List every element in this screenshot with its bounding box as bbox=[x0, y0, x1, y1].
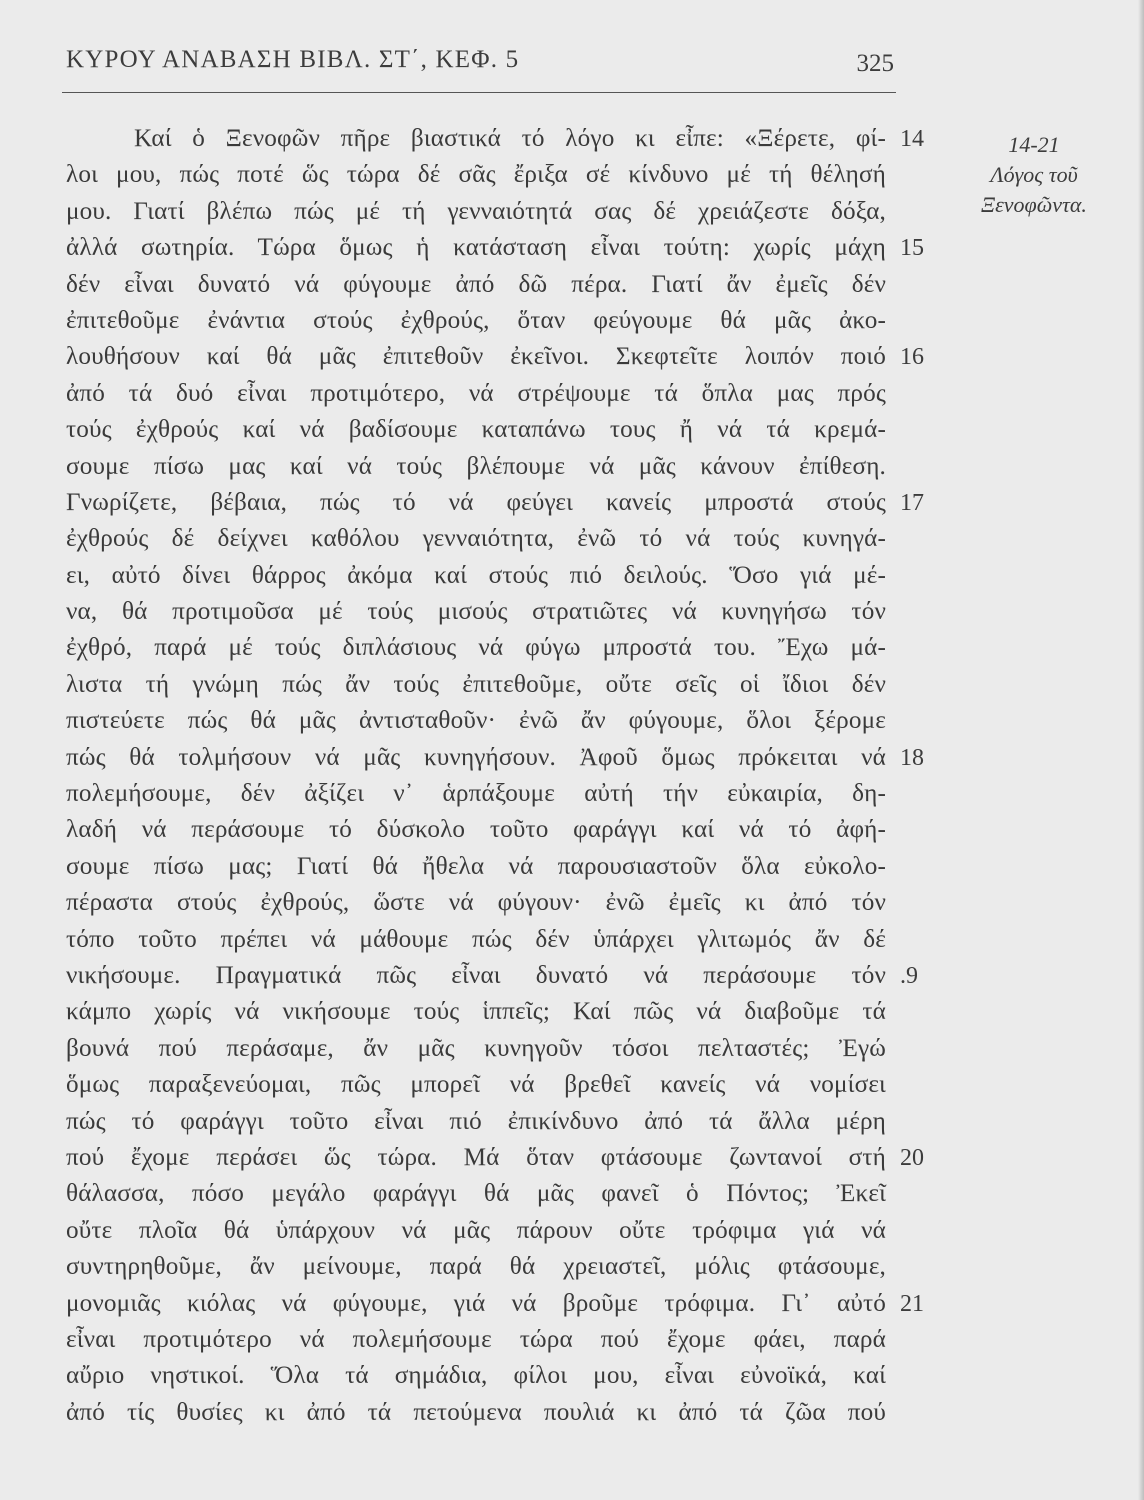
text-line: οὔτε πλοῖα θά ὑπάρχουν νά μᾶς πάρουν οὔτε τρόφιμα γιά νά bbox=[66, 1216, 886, 1244]
text-line: ἐχθρούς δέ δείχνει καθόλου γενναιότητα, ἐνῶ τό νά τούς κυνηγά- bbox=[66, 525, 886, 553]
text-line: βουνά πού περάσαμε, ἄν μᾶς κυνηγοῦν τόσοι πελταστές; Ἐγώ bbox=[66, 1034, 886, 1062]
text-line: πώς τό φαράγγι τοῦτο εἶναι πιό ἐπικίνδυνο ἀπό τά ἄλλα μέρη bbox=[66, 1107, 886, 1135]
section-number: .9 bbox=[900, 963, 918, 990]
margin-note-line1: Λόγος τοῦ bbox=[990, 162, 1078, 187]
text-line: λοι μου, πώς ποτέ ὥς τώρα δέ σᾶς ἔριξα σέ κίνδυνο μέ τή θέλησή bbox=[66, 161, 886, 189]
text-line: θάλασσα, πόσο μεγάλο φαράγγι θά μᾶς φανεῖ ὁ Πόντος; Ἐκεῖ bbox=[66, 1180, 886, 1208]
text-line: μονομιᾶς κιόλας νά φύγουμε, γιά νά βροῦμε τρόφιμα. Γι᾿ αὐτό bbox=[66, 1289, 886, 1317]
text-line: τόπο τοῦτο πρέπει νά μάθουμε πώς δέν ὑπάρχει γλιτωμός ἄν δέ bbox=[66, 925, 886, 953]
text-line: δέν εἶναι δυνατό νά φύγουμε ἀπό δῶ πέρα. Γιατί ἄν ἐμεῖς δέν bbox=[66, 270, 886, 298]
text-line: τούς ἐχθρούς καί νά βαδίσουμε καταπάνω τους ἤ νά τά κρεμά- bbox=[66, 416, 886, 444]
text-line: λουθήσουν καί θά μᾶς ἐπιτεθοῦν ἐκεῖνοι. Σκεφτεῖτε λοιπόν ποιό bbox=[66, 343, 886, 371]
text-line: Καί ὁ Ξενοφῶν πῆρε βιαστικά τό λόγο κι εἶπε: «Ξέρετε, φί- bbox=[134, 125, 886, 152]
page-edge-shadow bbox=[1138, 0, 1144, 1500]
section-number: 21 bbox=[900, 1290, 924, 1317]
margin-note bbox=[944, 130, 1124, 220]
text-line: ὅμως παραξενεύομαι, πῶς μπορεῖ νά βρεθεῖ κανείς νά νομίσει bbox=[66, 1071, 886, 1099]
page-number: 325 bbox=[856, 50, 894, 77]
text-line: ἀπό τίς θυσίες κι ἀπό τά πετούμενα πουλιά κι ἀπό τά ζῶα πού bbox=[66, 1398, 886, 1426]
text-line: ἀπό τά δυό εἶναι προτιμότερο, νά στρέψουμε τά ὅπλα μας πρός bbox=[66, 379, 886, 407]
text-line: πού ἔχομε περάσει ὥς τώρα. Μά ὅταν φτάσουμε ζωντανοί στή bbox=[66, 1143, 886, 1171]
section-number: 20 bbox=[900, 1145, 924, 1172]
text-line: Γνωρίζετε, βέβαια, πώς τό νά φεύγει κανείς μπροστά στούς bbox=[66, 488, 886, 516]
text-line: πολεμήσουμε, δέν ἀξίζει ν᾿ ἁρπάξουμε αὐτή τήν εὐκαιρία, δη- bbox=[66, 780, 886, 808]
body-text bbox=[66, 121, 886, 1431]
section-number: 16 bbox=[900, 344, 924, 371]
section-number: 14 bbox=[900, 126, 924, 152]
text-line: μου. Γιατί βλέπω πώς μέ τή γενναιότητά σας δέ χρειάζεστε δόξα, bbox=[66, 197, 886, 225]
text-line: σουμε πίσω μας καί νά τούς βλέπουμε νά μᾶς κάνουν ἐπίθεση. bbox=[66, 452, 886, 480]
running-head-title: ΚΥΡΟΥ ΑΝΑΒΑΣΗ ΒΙΒΛ. ΣΤ΄, ΚΕΦ. 5 bbox=[66, 46, 520, 73]
text-line: κάμπο χωρίς νά νικήσουμε τούς ἱππεῖς; Καί πῶς νά διαβοῦμε τά bbox=[66, 998, 886, 1026]
text-line: λιστα τή γνώμη πώς ἄν τούς ἐπιτεθοῦμε, οὔτε σεῖς οἱ ἴδιοι δέν bbox=[66, 670, 886, 698]
text-line: εἶναι προτιμότερο νά πολεμήσουμε τώρα πού ἔχομε φάει, παρά bbox=[66, 1325, 886, 1353]
header-rule bbox=[62, 92, 896, 93]
section-number: 15 bbox=[900, 235, 924, 262]
text-line: πέραστα στούς ἐχθρούς, ὥστε νά φύγουν· ἐνῶ ἐμεῖς κι ἀπό τόν bbox=[66, 889, 886, 917]
text-line: αὔριο νηστικοί. Ὅλα τά σημάδια, φίλοι μου, εἶναι εὐνοϊκά, καί bbox=[66, 1362, 886, 1390]
text-line: λαδή νά περάσουμε τό δύσκολο τοῦτο φαράγγι καί νά τό ἀφή- bbox=[66, 816, 886, 844]
text-line: ει, αὐτό δίνει θάρρος ἀκόμα καί στούς πιό δειλούς. Ὅσο γιά μέ- bbox=[66, 561, 886, 589]
text-line: σουμε πίσω μας; Γιατί θά ἤθελα νά παρουσιαστοῦν ὅλα εὐκολο- bbox=[66, 852, 886, 880]
margin-note-range: 14-21 bbox=[1008, 132, 1060, 157]
text-line: πώς θά τολμήσουν νά μᾶς κυνηγήσουν. Ἀφοῦ ὅμως πρόκειται νά bbox=[66, 743, 886, 771]
text-line: ἐπιτεθοῦμε ἐνάντια στούς ἐχθρούς, ὅταν φεύγουμε θά μᾶς ἀκο- bbox=[66, 306, 886, 334]
text-line: ἐχθρό, παρά μέ τούς διπλάσιους νά φύγω μπροστά του. Ἔχω μά- bbox=[66, 634, 886, 662]
section-number: 17 bbox=[900, 490, 924, 516]
margin-note-line2: Ξενοφῶντα. bbox=[981, 192, 1087, 217]
text-line: να, θά προτιμοῦσα μέ τούς μισούς στρατιῶτες νά κυνηγήσω τόν bbox=[66, 598, 886, 626]
text-line: ἀλλά σωτηρία. Τώρα ὅμως ἡ κατάσταση εἶναι τούτη: χωρίς μάχη bbox=[66, 234, 886, 262]
section-number: 18 bbox=[900, 744, 924, 771]
text-line: συντηρηθοῦμε, ἄν μείνουμε, παρά θά χρειαστεῖ, μόλις φτάσουμε, bbox=[66, 1253, 886, 1281]
text-line: πιστεύετε πώς θά μᾶς ἀντισταθοῦν· ἐνῶ ἄν φύγουμε, ὅλοι ξέρομε bbox=[66, 707, 886, 735]
text-line: νικήσουμε. Πραγματικά πῶς εἶναι δυνατό νά περάσουμε τόν bbox=[66, 961, 886, 989]
running-head bbox=[66, 42, 894, 82]
